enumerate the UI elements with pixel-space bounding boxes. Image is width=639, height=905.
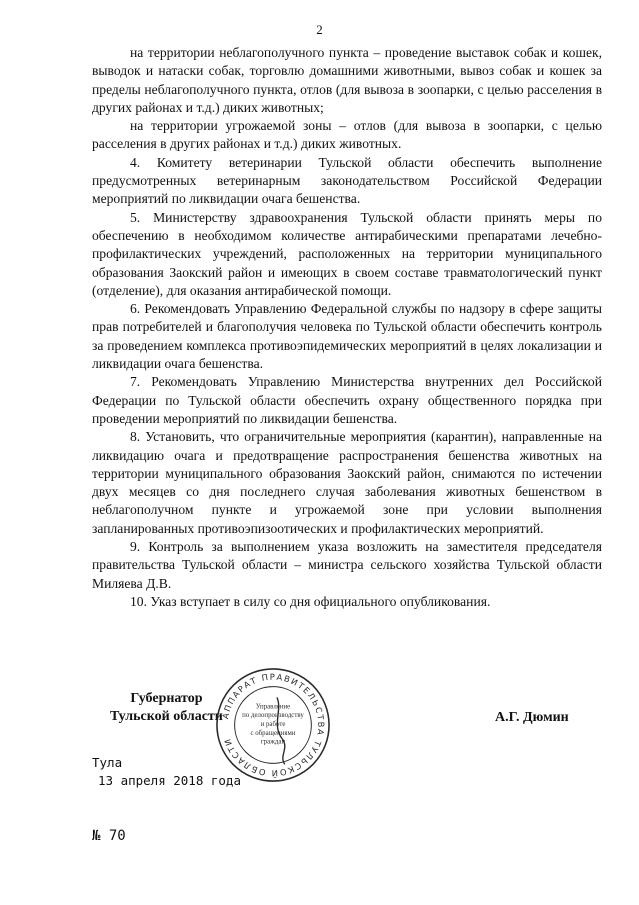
signatory-title-line1: Губернатор	[130, 691, 203, 706]
seal-line-4: с обращениями	[250, 729, 296, 737]
signatory-title	[110, 690, 223, 726]
seal-line-5: граждан	[260, 738, 286, 746]
paragraph-6: 7. Рекомендовать Управлению Министерства внутренних дел Российской Федерации по Тульской области обеспечить охрану общественного порядка при проведении мероприятий по ликвидации бешенства.	[92, 374, 602, 426]
paragraph-2: на территории угрожаемой зоны – отлов (для вывоза в зоопарки, с целью расселения в других районах и т.д.) диких животных.	[92, 118, 602, 152]
seal-line-1: Управление	[255, 703, 291, 711]
official-seal	[214, 666, 332, 784]
place-of-signing: Тула	[92, 755, 123, 770]
seal-line-2: по делопроизводству	[242, 712, 304, 720]
document-number: № 70	[92, 828, 126, 844]
seal-ring-text: АППАРАТ ПРАВИТЕЛЬСТВА ТУЛЬСКОЙ ОБЛАСТИ	[220, 671, 327, 779]
paragraph-4: 5. Министерству здравоохранения Тульской области принять меры по обеспечению в необходимом количестве антирабическими препаратами лечебно-профилактических учреждений, расположенных на территории муниципального образования Заокский район и имеющих в своем составе травматологический пункт (отделение), для оказания антирабической помощи.	[92, 209, 602, 298]
paragraph-7: 8. Установить, что ограничительные мероприятия (карантин), направленные на ликвидацию очага и предотвращение распространения бешенства животных на территории муниципального образования Заокский район, снимаются по истечении двух месяцев со дня последнего случая заболевания животных бешенством в неблагополучном пункте и угрожаемой зоне при условии выполнения запланированных противоэпизоотических и профилактических мероприятий.	[92, 429, 602, 536]
document-body	[92, 44, 602, 611]
document-date: 13 апреля 2018 года	[98, 773, 241, 788]
signatory-title-line2: Тульской области	[110, 709, 223, 724]
paragraph-5: 6. Рекомендовать Управлению Федеральной службы по надзору в сфере защиты прав потребителей и благополучия человека по Тульской области обеспечить контроль за проведением комплекса противоэпидемических мероприятий в целях локализации и ликвидации очага бешенства.	[92, 301, 602, 372]
seal-line-3: и работе	[260, 720, 286, 728]
paragraph-8: 9. Контроль за выполнением указа возложить на заместителя председателя правительства Тульской области – министра сельского хозяйства Тульской области Миляева Д.В.	[92, 539, 602, 591]
page-number: 2	[316, 22, 323, 37]
signatory-name: А.Г. Дюмин	[495, 710, 569, 725]
paragraph-9: 10. Указ вступает в силу со дня официального опубликования.	[130, 593, 491, 609]
paragraph-1: на территории неблагополучного пункта – проведение выставок собак и кошек, выводок и натаски собак, торговлю домашними животными, вывоз собак и кошек за пределы неблагополучного пункта, отлов (для вывоза в зоопарки, с целью расселения в других районах и т.д.) диких животных;	[92, 45, 602, 115]
paragraph-3: 4. Комитету ветеринарии Тульской области обеспечить выполнение предусмотренных ветеринарным законодательством Российской Федерации мероприятий по ликвидации очага бешенства.	[92, 154, 602, 207]
